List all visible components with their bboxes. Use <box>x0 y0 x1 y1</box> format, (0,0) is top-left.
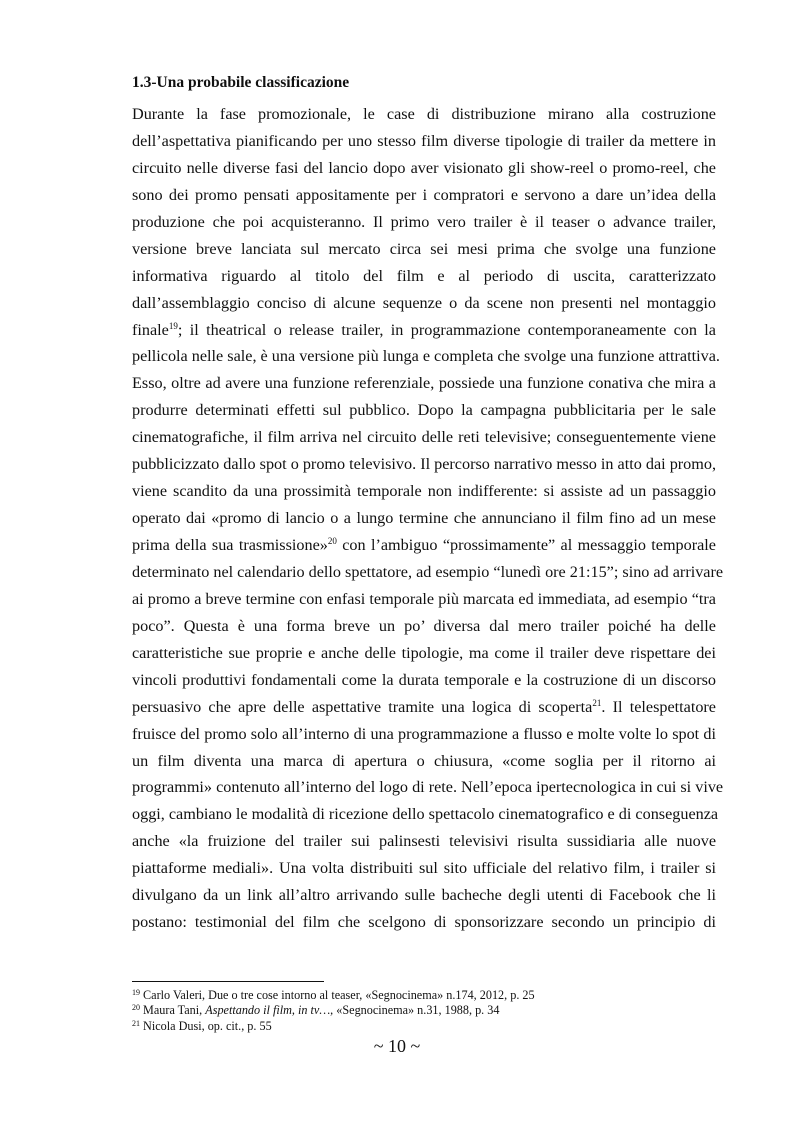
body-line <box>132 559 724 586</box>
body-line <box>132 613 716 640</box>
text-run: Nicola Dusi, op. cit., p. 55 <box>143 1018 272 1033</box>
text-run: produzione che poi acquisteranno. Il primo vero trailer è il teaser o advance trailer, <box>132 212 716 231</box>
text-run: divulgano da un link all’altro arrivando sulle bacheche degli utenti di Facebook che li <box>132 886 716 905</box>
body-line <box>132 909 716 936</box>
body-line <box>132 317 716 344</box>
footnote-ref: 21 <box>592 697 602 708</box>
body-line <box>132 236 716 263</box>
text-run: dall’assemblaggio conciso di alcune sequenze o da scene non presenti nel montaggio <box>132 293 716 312</box>
body-line <box>132 155 716 182</box>
text-run: pellicola nelle sale, è una versione più lunga e completa che svolge una funzione attrattiva. <box>132 347 720 366</box>
body-line <box>132 721 716 748</box>
footnote-number: 21 <box>132 1018 140 1028</box>
body-line <box>132 290 716 317</box>
text-run: persuasivo che apre delle aspettative tramite una logica di scoperta <box>132 697 593 716</box>
text-run: prima della sua trasmissione» <box>132 536 328 554</box>
footnote-number: 19 <box>132 988 140 997</box>
text-run: «Segnocinema» n.31, 1988, p. 34 <box>333 1003 500 1018</box>
body-line <box>132 397 716 424</box>
body-line <box>132 801 719 828</box>
body-line <box>132 478 716 505</box>
footnote-number: 20 <box>132 1003 140 1013</box>
text-run: piattaforme mediali». Una volta distribuiti sul sito ufficiale del relativo film, i trailer si <box>132 859 716 878</box>
body-line <box>132 128 716 155</box>
body-line <box>132 748 716 775</box>
text-run: fruisce del promo solo all’interno di una programmazione a flusso e molte volte lo spot di <box>132 724 716 743</box>
text-run: pubblicizzato dallo spot o promo televisivo. Il percorso narrativo messo in atto dai promo, <box>132 455 716 474</box>
section-heading: 1.3-Una probabile classificazione <box>132 74 350 91</box>
body-line <box>132 451 716 478</box>
text-run: determinato nel calendario dello spettatore, ad esempio “lunedì ore 21:15”; sino ad arrivare <box>132 562 724 581</box>
body-line <box>132 882 716 909</box>
body-line <box>132 828 716 855</box>
text-run: Maura Tani, <box>143 1003 206 1018</box>
body-line <box>132 855 716 882</box>
text-run: caratteristiche sue proprie e anche delle tipologie, ma come il trailer deve rispettare dei <box>132 643 716 662</box>
footnote <box>132 1019 716 1034</box>
text-run: sono dei promo pensati appositamente per i compratori e servono a dare un’idea della <box>132 185 716 204</box>
body-line <box>132 182 716 209</box>
body-line <box>132 774 724 801</box>
text-run: oggi, cambiano le modalità di ricezione dello spettacolo cinematografico e di conseguenza <box>132 805 719 824</box>
footnote-ref: 20 <box>327 536 337 546</box>
body-line <box>132 586 716 613</box>
italic-title: Aspettando il film, in tv…, <box>205 1003 334 1018</box>
text-run: un film diventa una marca di apertura o chiusura, «come soglia per il ritorno ai <box>132 751 716 770</box>
footnote <box>132 988 716 1003</box>
text-run: cinematografiche, il film arriva nel circuito delle reti televisive; conseguentemente viene <box>132 428 716 447</box>
text-run: dell’aspettativa pianificando per uno stesso film diverse tipologie di trailer da mettere in <box>132 131 716 150</box>
text-run: con l’ambiguo “prossimamente” al messaggio temporale <box>336 536 716 554</box>
body-line <box>132 343 720 370</box>
body-line <box>132 424 716 451</box>
text-run: finale <box>132 320 169 339</box>
body-line <box>132 370 716 397</box>
text-run: ai promo a breve termine con enfasi temporale più marcata ed immediata, ad esempio “tra <box>132 589 716 608</box>
text-run: informativa riguardo al titolo del film e al periodo di uscita, caratterizzato <box>132 266 716 285</box>
text-run: postano: testimonial del film che scelgono di sponsorizzare secondo un principio di <box>132 913 716 932</box>
body-line <box>132 505 716 532</box>
body-line <box>132 694 716 721</box>
text-run: ; il theatrical o release trailer, in programmazione contemporaneamente con la <box>177 320 716 339</box>
body-line <box>132 101 716 128</box>
body-paragraph <box>132 101 724 936</box>
text-run: Carlo Valeri, Due o tre cose intorno al teaser, «Segnocinema» n.174, 2012, p. 25 <box>143 988 535 1002</box>
body-line <box>132 640 716 667</box>
text-run: operato dai «promo di lancio o a lungo termine che annunciano il film fino ad un mese <box>132 509 716 528</box>
text-run: anche «la fruizione del trailer sui palinsesti televisivi risulta sussidiaria alle nuove <box>132 832 716 851</box>
text-run: . Il telespettatore <box>601 697 716 716</box>
text-run: vincoli produttivi fondamentali come la durata temporale e la costruzione di un discorso <box>132 670 716 689</box>
text-run: Esso, oltre ad avere una funzione referenziale, possiede una funzione conativa che mira a <box>132 374 716 393</box>
body-line <box>132 532 716 559</box>
body-line <box>132 667 716 694</box>
text-run: poco”. Questa è una forma breve un po’ diversa dal mero trailer poiché ha delle <box>132 616 716 635</box>
text-run: programmi» contenuto all’interno del logo di rete. Nell’epoca ipertecnologica in cui si vive <box>132 778 724 797</box>
footnote-separator <box>132 981 324 982</box>
text-run: versione breve lanciata sul mercato circa sei mesi prima che svolge una funzione <box>132 239 716 258</box>
text-run: circuito nelle diverse fasi del lancio dopo aver visionato gli show-reel o promo-reel, che <box>132 158 716 177</box>
text-run: viene scandito da una prossimità temporale non indifferente: si assiste ad un passaggio <box>132 482 716 501</box>
footnotes <box>132 988 716 1034</box>
text-run: Durante la fase promozionale, le case di distribuzione mirano alla costruzione <box>132 105 716 123</box>
body-line <box>132 209 716 236</box>
text-run: produrre determinati effetti sul pubblico. Dopo la campagna pubblicitaria per le sale <box>132 401 716 420</box>
footnote-ref: 19 <box>168 320 178 331</box>
footnote <box>132 1003 716 1018</box>
body-line <box>132 263 716 290</box>
page-number: ~ 10 ~ <box>373 1036 421 1056</box>
